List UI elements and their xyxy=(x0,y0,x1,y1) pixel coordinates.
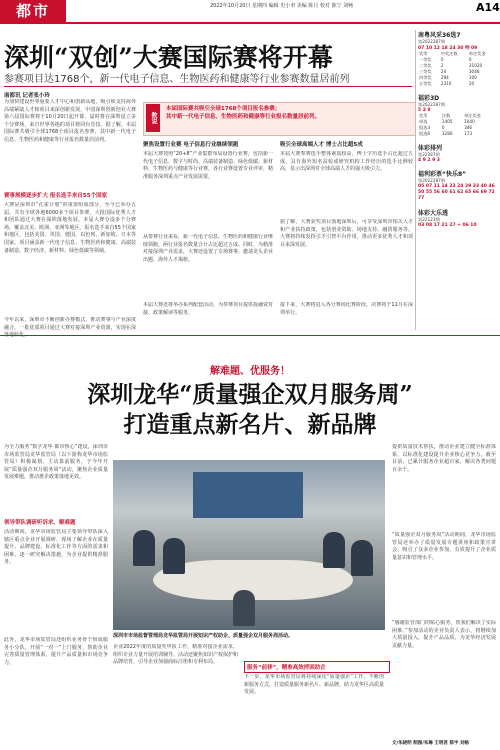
story2-col3 xyxy=(392,444,496,730)
lottery-title-1: 南粤风采36选7 xyxy=(418,32,461,39)
story2-col2-boxhead: 服务“前移”，精准高效捋困助企 xyxy=(244,661,390,673)
sidebar-divider xyxy=(415,30,416,330)
headline-2-line-1: 深圳龙华“质量强企双月服务周” xyxy=(87,381,413,408)
table-cell: 3046 xyxy=(468,69,480,74)
table-cell: 单选 xyxy=(419,119,428,124)
story2-col1-p2: 活动期间，龙华市场监管局主要领导带队深入辖区重点企业开展调研，现场了解企业在质量提升、品牌建设、标准化工作等方面的需求和困难，逐一研究解决措施，为企业提供精准服务。 xyxy=(4,529,108,566)
table-cell: 注数 xyxy=(441,113,451,118)
story1-col3-p1: 本届大赛参赛选手整体素质较高，博士学历选手占比超过五成，具有海外知名高校或研究机构工作经历的选手比例较高，显示出深圳对全球高端人才的强大吸引力。 xyxy=(280,151,413,173)
table-cell: 奖等 xyxy=(419,113,428,118)
lottery-sidebar xyxy=(418,30,498,330)
attendee xyxy=(163,538,185,574)
projection-screen xyxy=(193,472,303,518)
story1-col1 xyxy=(4,91,136,362)
story2-col1-heading: 领导带队调研听诉求、解难题 xyxy=(4,520,76,526)
table-cell: 单注奖金 xyxy=(464,113,481,118)
headline-1: 深圳“双创”大赛国际赛将开幕 xyxy=(4,43,333,72)
table-cell: 二等奖 xyxy=(419,63,432,68)
digest-tag: 数说 xyxy=(146,104,160,132)
story2-col2-p1: 企业2022年度的质量奖申报工作，精准对接企业需求，组织专业力量开展培训辅导。活动还聚焦知识产权保护和品牌培育，引导企业加强商标注册和专利布局。 xyxy=(113,644,238,666)
digest-line-1: 本届国际赛共吸引全球1768个项目报名参赛； xyxy=(166,106,281,112)
story1-col3 xyxy=(280,140,413,332)
masthead: 2022年10月20日 星期四 编辑 史小聿 美编 陈月 校对 陈宁 刘畅 xyxy=(210,3,354,9)
table-cell: 294 xyxy=(440,75,449,80)
story1-col1-heading: 赛事规模逐步扩大 报名选手来自55个国家 xyxy=(4,193,108,199)
table-row xyxy=(418,131,496,137)
table-cell: 2 xyxy=(440,63,444,68)
story1-col2-p3: 本届大赛还将举办系列配套活动，为参赛项目提供投融资对接、政策解读等服务。 xyxy=(143,302,273,316)
lottery-title-5: 体彩大乐透 xyxy=(418,210,449,217)
section-separator xyxy=(0,335,500,336)
attendee xyxy=(351,540,373,576)
byline-1: 南都讯 记者张小玲 xyxy=(4,93,50,99)
lottery-title-3: 体彩排列 xyxy=(418,145,443,152)
attendee xyxy=(233,590,255,626)
story2-col2-p2: 下一步，龙华市场监管局将持续深化“质量强企”工作，不断创新服务方式，打造质量服务新名片、新品牌，助力龙华区高质量发展。 xyxy=(244,674,384,696)
headline-rule xyxy=(4,86,412,87)
top-rule xyxy=(0,22,500,24)
photo-caption: 深圳市市场监督管理局龙华监管局开展知识产权助企、质量强企双月服务周活动。 xyxy=(113,633,294,639)
digest-text xyxy=(166,105,410,121)
table-cell: 0 xyxy=(440,57,444,62)
story1-col2-p2: 从参赛行业来看，新一代电子信息、生物医药和健康行业继续领跑，两行业报名数量合计占比超过五成。同时，为精准对接深圳产业需求，大赛还设置了专场赛事，邀请龙头企业出题、海外人才揭榜。 xyxy=(143,234,273,263)
lottery-numbers-5: 03 08 17 21 27 + 06 10 xyxy=(418,223,477,228)
headline-2-line-2: 打造重点新名片、新品牌 xyxy=(123,411,377,438)
table-row xyxy=(418,81,496,87)
story1-col1-p3: 今年以来，深圳市不断创新办赛模式，推动赛事与产业深度融合，一批优质项目通过大赛对接深圳产业资源，实现在深 xyxy=(4,317,136,331)
page-number: A14 xyxy=(476,1,500,14)
story2-col3-p2: “质量强企双月服务周”活动期间，龙华市场监管局还举办了质量发展专题讲座和政策宣讲会，吸引了众多企业参加，有效提升了企业质量意识和管理水平。 xyxy=(392,532,496,561)
story2-col1-p3: 此外，龙华市场监管局还组织业务骨干组成服务小分队，开展“一对一”上门服务，帮助企业完善质量管理体系，提升产品质量和市场竞争力。 xyxy=(4,637,108,666)
editor-credit: 文/朱晓明 制图/朱琳 王明君 陈宇 刘畅 xyxy=(392,741,470,746)
story1-col3-p3: 接下来，大赛将进入各分赛场比赛阶段，决赛将于11月在深圳举行。 xyxy=(280,302,413,316)
kicker-2: 解难题、优服务！ xyxy=(210,366,290,377)
lottery-numbers-3: 4 9 2 9 3 xyxy=(418,158,440,163)
table-cell: 31020 xyxy=(468,63,483,68)
lottery-table-1 xyxy=(418,51,496,87)
lottery-numbers-1: 07 10 12 18 24 30 特 09 xyxy=(418,46,478,51)
table-cell: 一等奖 xyxy=(419,57,432,62)
story1-col1-p1: 为加快建设世界重要人才中心和创新高地，吸引和支持海外高端紧缺人才和项目来深创新发展，中国深圳创新创业大赛第六届国际赛将于10月20日起开幕，届时将在深圳设立多个分赛场，来自世界各地的项目将同台竞技。据了解，本届国际赛共吸引全球1768个项目报名参赛，其中新一代电子信息、生物医药和健康等行业报名数量居前列。 xyxy=(4,99,136,143)
story2-col3-p1: 提供质量技术帮扶，推动企业建立健全标准体系，以标准化建设提升企业核心竞争力。截至目前，已累计服务企业超百家，解决各类问题百余个。 xyxy=(392,444,496,473)
story1-col2 xyxy=(143,140,273,332)
table-cell: 1040 xyxy=(464,119,475,124)
table-cell: 三等奖 xyxy=(419,69,432,74)
story1-col2-heading: 聚焦设置行业赛 电子信息行业继续领跑 xyxy=(143,142,239,148)
lottery-issue-5: 第22123期 xyxy=(418,217,440,222)
table-cell: 奖等 xyxy=(419,51,428,56)
story1-col3-heading: 吸引全球高端人才 博士占比超5成 xyxy=(280,142,363,148)
table-cell: 20 xyxy=(468,81,475,86)
table-cell: 346 xyxy=(464,125,473,130)
table-cell: 组选6 xyxy=(419,131,431,136)
attendee xyxy=(323,532,345,568)
table-cell: 单注奖金 xyxy=(468,51,486,56)
lottery-issue-2: 第2022287期 xyxy=(418,102,446,107)
table-cell: 0 xyxy=(468,57,472,62)
lottery-numbers-2: 5 3 8 xyxy=(418,108,431,113)
lottery-issue-1: 第2022287期 xyxy=(418,39,446,44)
story2-col3-p3: “感谢监管部门的贴心服务，帮我们解决了实际困难。”参加活动的企业负责人表示，将继续加大质量投入，提升产品品质，为龙华经济发展贡献力量。 xyxy=(392,620,496,649)
table-cell: 五等奖 xyxy=(419,81,432,86)
attendee xyxy=(133,530,155,566)
table-cell: 24 xyxy=(440,69,447,74)
table-cell: 2310 xyxy=(440,81,452,86)
lottery-title-4: 福利彩票“快乐8” xyxy=(418,171,467,178)
subhead-1: 参赛项目达1768个，新一代电子信息、生物医药和健康等行业参赛数量居前列 xyxy=(4,74,350,85)
story2-col2 xyxy=(113,644,238,740)
lottery-table-2 xyxy=(418,113,496,137)
story1-col2-p1: 本届大赛按照“20+8”产业集群布局设置行业赛，包括新一代电子信息、数字与时尚、高端装备制造、绿色低碳、新材料、生物医药与健康等行业赛，各行业赛设置专业评审，精准服务深圳重点产业发展需要。 xyxy=(143,151,273,180)
digest-line-2: 其中新一代电子信息、生物医药和健康等行业报名数量居前列。 xyxy=(166,114,321,120)
table-cell: 中奖注数 xyxy=(440,51,458,56)
table-cell: 0 xyxy=(441,125,445,130)
table-cell: 组选3 xyxy=(419,125,431,130)
table-cell: 1405 xyxy=(441,119,453,124)
story1-col3-p2: 据了解，大赛获奖项目落地深圳后，可享受深圳市相关人才和产业扶持政策，包括创业资助、场地支持、融资服务等。大赛将持续发挥引才引智平台作用，推动更多优秀人才和项目来深发展。 xyxy=(280,219,413,248)
lottery-issue-3: 第22287期 xyxy=(418,152,440,157)
story2-col1-p1: 为全力服务“数字龙华 都市核心”建设，深圳市市场监管局龙华监管局（以下简称龙华市场监管局）积极谋划、主动靠前服务，于今年开展“质量强企双月服务周”活动，聚焦企业质量发展难题，推动惠企政策落地见效。 xyxy=(4,444,108,481)
table-cell: 100 xyxy=(468,75,477,80)
story2-col2b xyxy=(244,674,384,740)
section-label: 都市 xyxy=(0,0,66,22)
table-cell: 3280 xyxy=(441,131,453,136)
event-photo xyxy=(113,460,385,630)
lottery-issue-4: 第2022287期 xyxy=(418,178,446,183)
table-cell: 四等奖 xyxy=(419,75,432,80)
table-cell: 173 xyxy=(464,131,473,136)
lottery-title-2: 福彩3D xyxy=(418,95,440,102)
lottery-numbers-4: 05 07 11 14 23 24 29 33 40 46 50 55 56 60 61 62 65 66 69 72 77 xyxy=(418,184,495,201)
story1-col1-p2: 大赛是深圳市“孔雀计划”的重要组成部分，至今已举办五届，共有全球各地6000多个项目参赛，大批国际优秀人才和团队通过大赛在深圳落地发展。本届大赛分设多个分赛场，覆盖北美、欧洲、亚洲等地区，报名选手来自55个国家和地区，包括美国、英国、德国、以色列、新加坡、日本等国家。项目涵盖新一代电子信息、生物医药和健康、高端装备制造、数字经济、新材料、绿色低碳等领域。 xyxy=(4,202,136,254)
story2-col1 xyxy=(4,444,108,721)
